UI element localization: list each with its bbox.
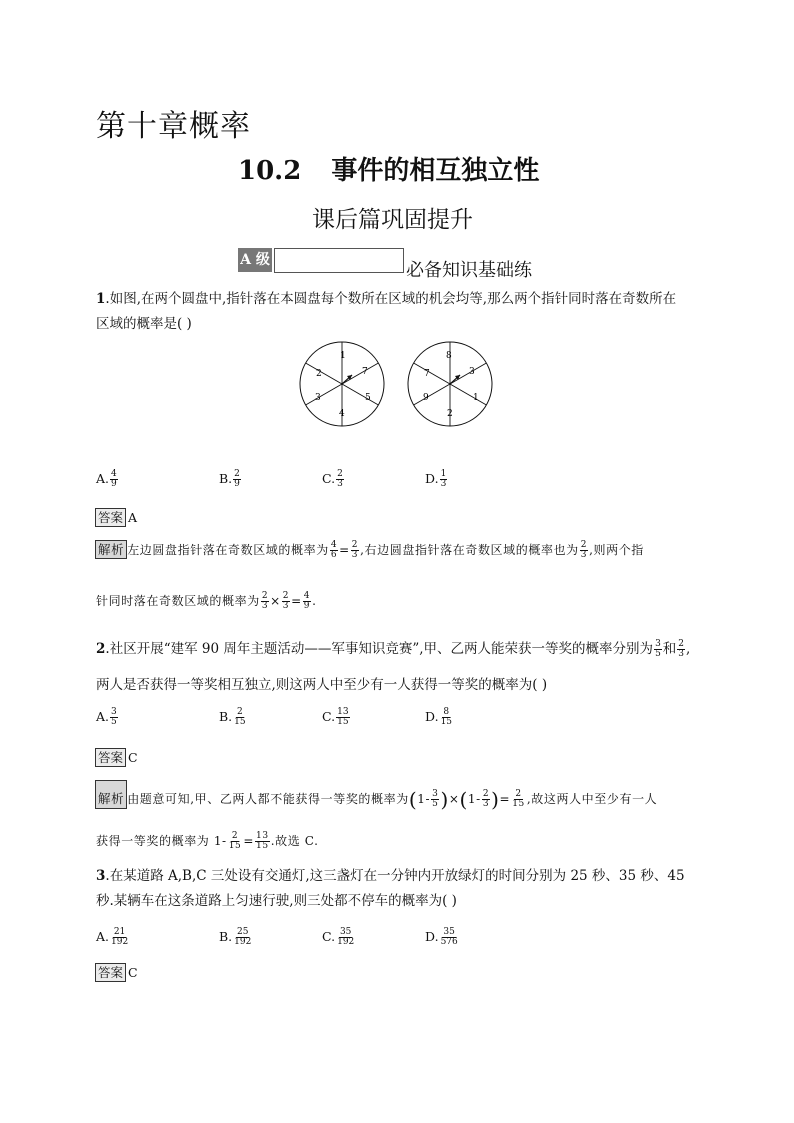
level-title: 必备知识基础练 [406, 260, 532, 281]
answer-label: 答案 [95, 748, 126, 767]
spinner-figure [298, 340, 518, 428]
disk-left-label: 3 [315, 393, 321, 403]
page-subtitle: 课后篇巩固提升 [312, 207, 473, 233]
answer-label: 答案 [95, 508, 126, 527]
q2-option-a[interactable]: A. $\frac{3}{5}$ [96, 707, 117, 727]
q3-option-d[interactable]: D. $\frac{35}{576}$ [425, 927, 458, 947]
q3-stem-line1: 3.在某道路 A,B,C 三处设有交通灯,这三盏灯在一分钟内开放绿灯的时间分别为 25 秒、35 秒、45 [96, 868, 685, 884]
q1-stem-line2: 区域的概率是( ) [96, 316, 192, 332]
q1-option-d[interactable]: D. $\frac{1}{3}$ [425, 469, 447, 489]
section-number: 10.2 [238, 156, 302, 186]
analysis-label: 解析 [95, 780, 127, 809]
q3-stem-line2: 秒.某辆车在这条道路上匀速行驶,则三处都不停车的概率为( ) [96, 893, 457, 909]
q3-option-c[interactable]: C. $\frac{35}{192}$ [322, 927, 355, 947]
q2-analysis-line2: 获得一等奖的概率为 1- $\frac{2}{15}$ = $\frac{13}{15}$ .故选 C. [96, 831, 319, 851]
q3-option-b[interactable]: B. $\frac{25}{192}$ [219, 927, 252, 947]
q2-option-c[interactable]: C. $\frac{13}{15}$ [322, 707, 349, 727]
q3-option-a[interactable]: A. $\frac{21}{192}$ [96, 927, 129, 947]
q3-answer [95, 962, 138, 982]
section-title [238, 150, 539, 187]
q2-stem-line2: 两人是否获得一等奖相互独立,则这两人中至少有一人获得一等奖的概率为( ) [96, 677, 548, 693]
level-box [274, 248, 404, 273]
q2-answer [95, 747, 138, 767]
disk-right-label: 3 [469, 367, 475, 377]
q1-option-c[interactable]: C. $\frac{2}{3}$ [322, 469, 343, 489]
q1-option-b[interactable]: B. $\frac{2}{9}$ [219, 469, 240, 489]
q1-analysis-line1: 解析 左边圆盘指针落在奇数区域的概率为 $\frac{4}{6}$ = $\frac{2}{3}$ ,右边圆盘指针落在奇数区域的概率也为 $\frac{2}{3}$ ,则两个指 [95, 540, 644, 560]
spinner-right [408, 342, 492, 426]
answer-value: C [128, 750, 138, 765]
q2-stem-line1: 2.社区开展“建军 90 周年主题活动——军事知识竞赛”,甲、乙两人能荣获一等奖的概率分别为 $\frac{3}{5}$ 和 $\frac{2}{3}$ , [96, 639, 691, 659]
disk-right-label: 1 [473, 393, 479, 403]
disk-left-label: 5 [365, 393, 371, 403]
section-name: 事件的相互独立性 [331, 156, 540, 186]
disk-left-label: 7 [362, 367, 368, 377]
q1-analysis-line2: 针同时落在奇数区域的概率为 $\frac{2}{3}$ × $\frac{2}{3}$ = $\frac{4}{9}$ . [96, 591, 317, 611]
q2-analysis-line1: 解析 由题意可知,甲、乙两人都不能获得一等奖的概率为(1- $\frac{3}{5}$ )×(1- $\frac{2}{3}$ )= $\frac{2}{15}$ ,故这两人中至少有一人 [95, 780, 657, 812]
answer-value: C [128, 965, 138, 980]
chapter-title: 第十章概率 [96, 109, 251, 144]
level-badge: A 级 [238, 248, 272, 272]
disk-right-label: 7 [424, 369, 430, 379]
analysis-label: 解析 [95, 540, 127, 559]
q1-option-a[interactable]: A. $\frac{4}{9}$ [96, 469, 117, 489]
spinner-left [300, 342, 384, 426]
disk-left-label: 1 [340, 351, 346, 361]
q2-option-b[interactable]: B. $\frac{2}{15}$ [219, 707, 246, 727]
disk-right-label: 9 [423, 393, 429, 403]
q2-option-d[interactable]: D. $\frac{8}{15}$ [425, 707, 453, 727]
q1-answer [95, 507, 137, 527]
disk-right-label: 8 [446, 351, 452, 361]
q1-stem-line1: 1.如图,在两个圆盘中,指针落在本圆盘每个数所在区域的机会均等,那么两个指针同时落在奇数所在 [96, 291, 677, 307]
answer-label: 答案 [95, 963, 126, 982]
disk-right-label: 2 [447, 409, 453, 419]
disk-left-label: 4 [339, 409, 345, 419]
answer-value: A [128, 510, 138, 525]
disk-left-label: 2 [316, 369, 322, 379]
